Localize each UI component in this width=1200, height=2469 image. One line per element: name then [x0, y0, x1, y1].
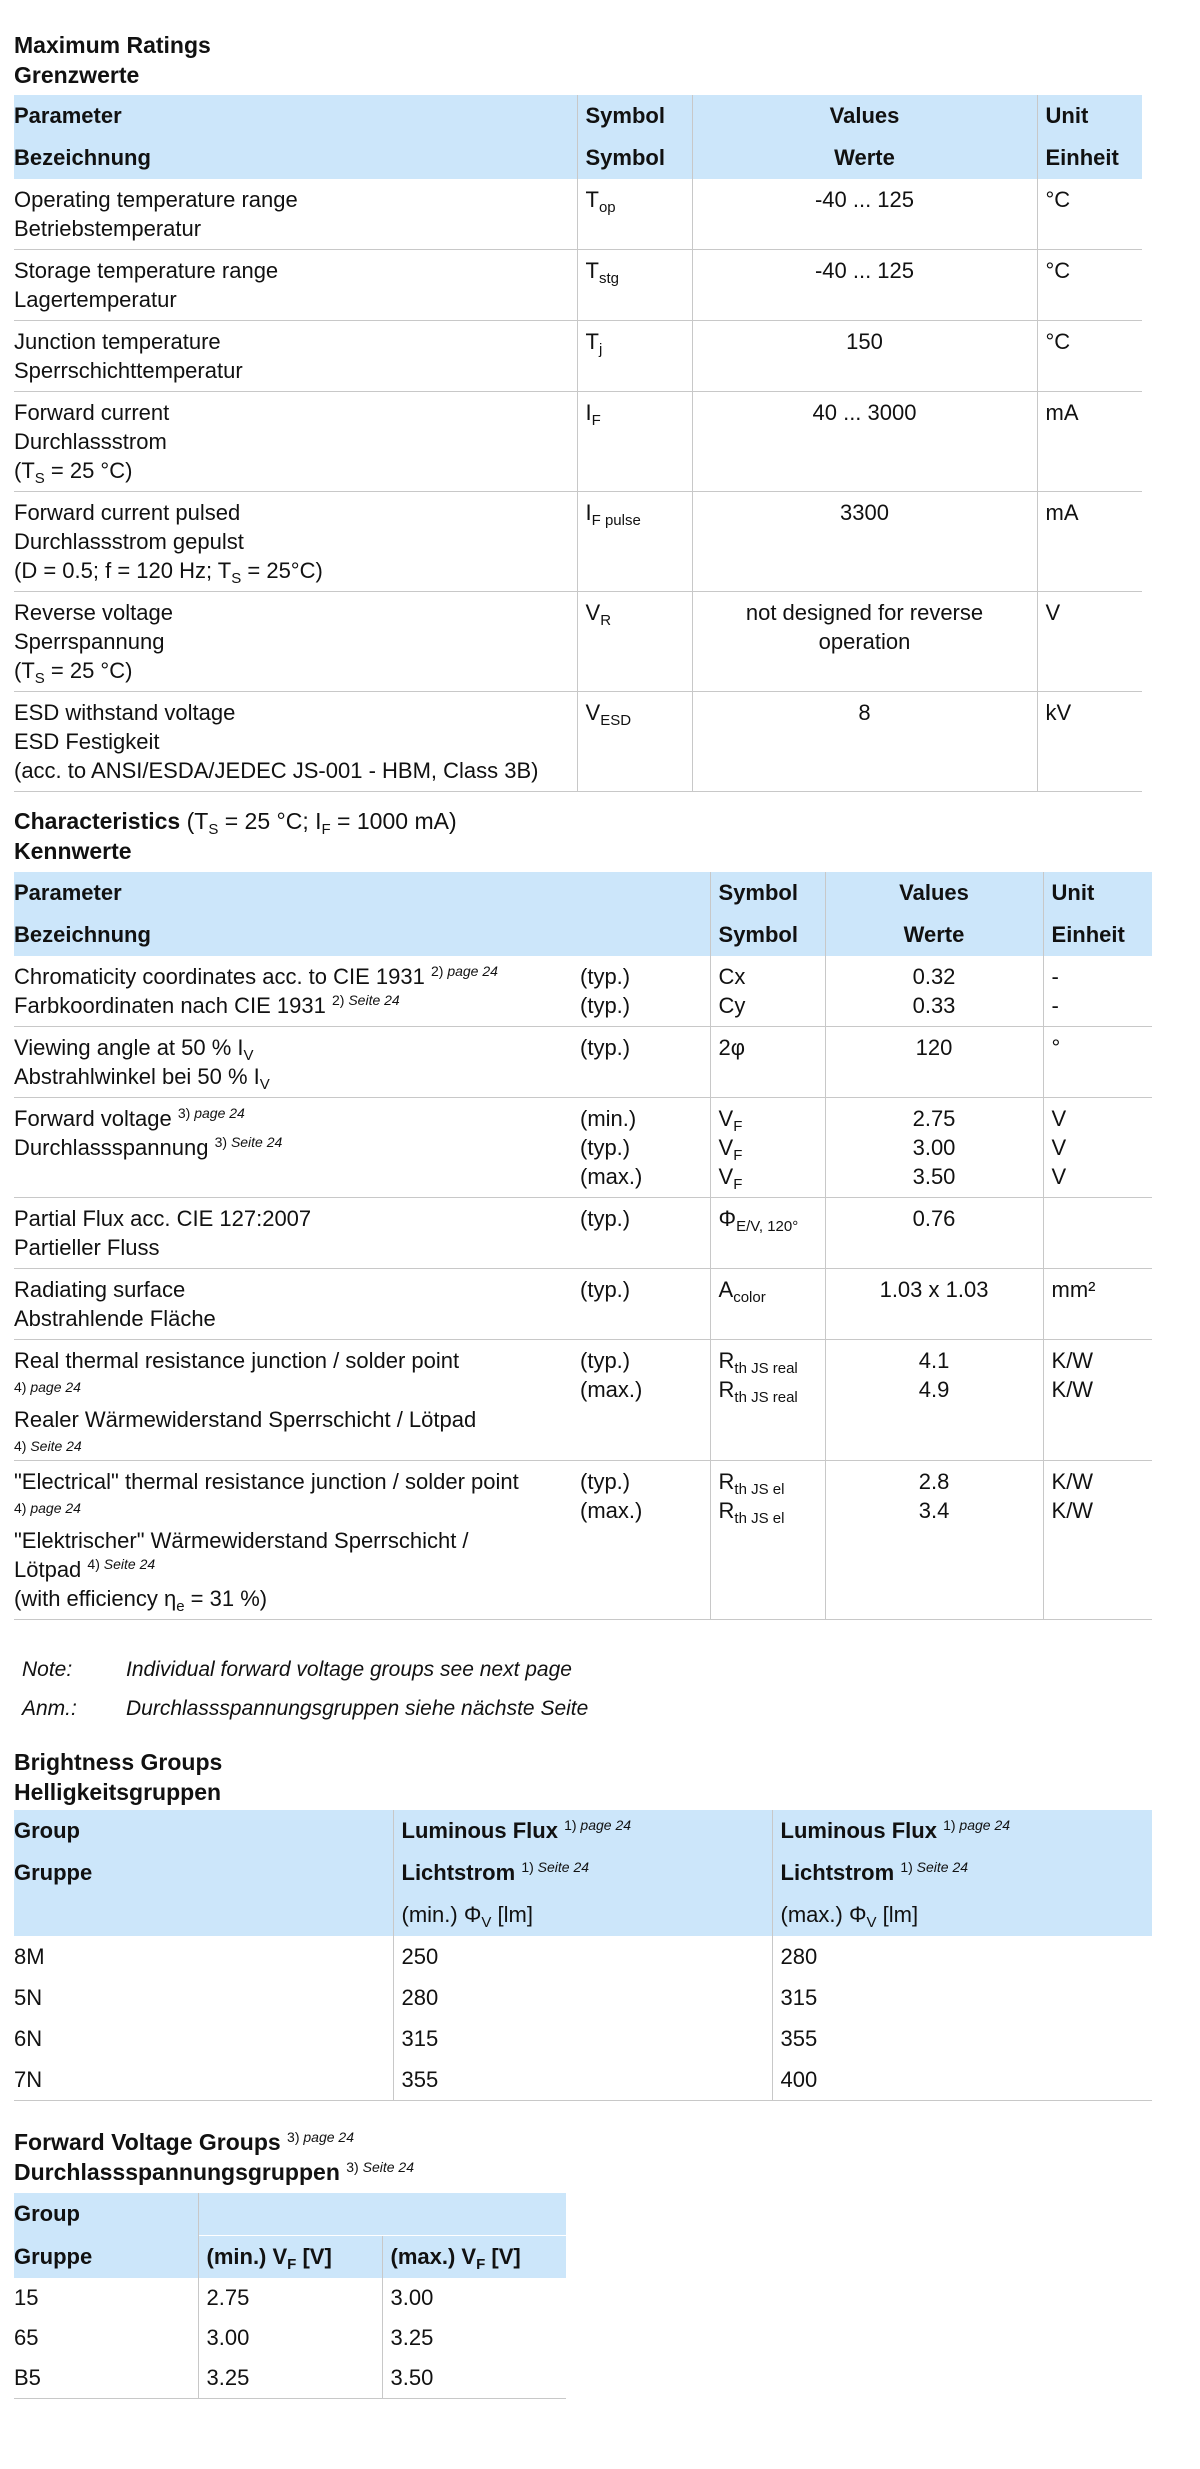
table-row: B5 3.25 3.50 — [14, 2358, 566, 2399]
table-row: 6N 315 355 — [14, 2018, 1152, 2059]
table-row: Partial Flux acc. CIE 127:2007 Partieller Fluss (typ.) $\Phi_{E/V, 120^\circ}$ 0.76 — [14, 1198, 1152, 1269]
header-row: Gruppe Lichtstrom $^{1) Seite 24}$ Lichtstrom $^{1) Seite 24}$ — [14, 1852, 1152, 1894]
table-row: 7N 355 400 — [14, 2059, 1152, 2101]
characteristics-title: Characteristics ($T_S = 25$ °C; $I_F = 1000$ mA) Kennwerte — [14, 808, 457, 864]
characteristics-table — [14, 872, 1152, 1620]
table-row: Operating temperature range Betriebstemperatur $T_{op}$ -40 ... 125 °C — [14, 179, 1142, 250]
header-row: (min.) $\Phi_V$ [lm] (max.) $\Phi_V$ [lm] — [14, 1894, 1152, 1936]
brightness-groups-table — [14, 1810, 1152, 2101]
table-row: Storage temperature range Lagertemperatur $T_{stg}$ -40 ... 125 °C — [14, 250, 1142, 321]
brightness-groups-title: Brightness Groups Helligkeitsgruppen — [14, 1749, 223, 1805]
table-row: Real thermal resistance junction / solder point 4) page 24 Realer Wärmewiderstand Sperrschicht / Lötpad 4) Seite 24 (typ.) (max.) $R_{th JS real}$ $R_{th JS real}$ 4.1 4.9 K/W K/W — [14, 1340, 1152, 1461]
header-row: Group Luminous Flux $^{1) page 24}$ Luminous Flux $^{1) page 24}$ — [14, 1810, 1152, 1852]
table-row: Junction temperature Sperrschichttemperatur $T_j$ 150 °C — [14, 321, 1142, 392]
table-row: 15 2.75 3.00 — [14, 2278, 566, 2318]
forward-voltage-groups-title: Forward Voltage Groups $^{3) page 24}$ Durchlassspannungsgruppen $^{3) Seite 24}$ — [14, 2129, 414, 2185]
table-row: Forward current Durchlassstrom ($T_S = 25$ °C) $I_F$ 40 ... 3000 mA — [14, 392, 1142, 492]
header-row: Parameter Symbol Values Unit — [14, 872, 1152, 914]
table-row: Chromaticity coordinates acc. to CIE 1931 $^{2) page 24}$ Farbkoordinaten nach CIE 1931 $^{2) Seite 24}$ (typ.) (typ.) Cx Cy 0.32 0.33 - - — [14, 956, 1152, 1027]
max-ratings-table — [14, 95, 1142, 792]
table-row: 8M 250 280 — [14, 1936, 1152, 1977]
table-row: Forward current pulsed Durchlassstrom gepulst (D = 0.5; f = 120 Hz; $T_S = 25^\circ C$) $I_{F pulse}$ 3300 mA — [14, 492, 1142, 592]
table-row: "Electrical" thermal resistance junction / solder point 4) page 24 "Elektrischer" Wärmewiderstand Sperrschicht / Lötpad $^{4) Seite 24}$ (with efficiency $\eta_e = 31$ %) (typ.) (max.) $R_{th JS el}$ $R_{th JS el}$ 2.8 3.4 K/W K/W — [14, 1461, 1152, 1620]
header-row: Gruppe (min.) $V_F$ [V] (max.) $V_F$ [V] — [14, 2236, 566, 2279]
header-row: Parameter Symbol Values Unit — [14, 95, 1142, 137]
table-row: Reverse voltage Sperrspannung ($T_S = 25$ °C) $V_R$ not designed for reverse operation V — [14, 592, 1142, 692]
max-ratings-title: Maximum Ratings Grenzwerte — [14, 32, 211, 88]
table-row: 5N 280 315 — [14, 1977, 1152, 2018]
header-row: Bezeichnung Symbol Werte Einheit — [14, 137, 1142, 179]
table-row: Radiating surface Abstrahlende Fläche (typ.) $A_{color}$ 1.03 x 1.03 mm² — [14, 1269, 1152, 1340]
table-row: ESD withstand voltage ESD Festigkeit (acc. to ANSI/ESDA/JEDEC JS-001 - HBM, Class 3B) $V_{ESD}$ 8 kV — [14, 692, 1142, 792]
table-row: Forward voltage $^{3) page 24}$ Durchlassspannung $^{3) Seite 24}$ (min.) (typ.) (max.) $V_F$ $V_F$ $V_F$ 2.75 3.00 3.50 V V V — [14, 1098, 1152, 1198]
forward-voltage-groups-table — [14, 2193, 566, 2399]
table-row: 65 3.00 3.25 — [14, 2318, 566, 2358]
note: Note: Individual forward voltage groups see next page Anm.: Durchlassspannungsgruppen siehe nächste Seite — [22, 1658, 589, 1720]
table-row: Viewing angle at 50 % $I_V$ Abstrahlwinkel bei 50 % $I_V$ (typ.) 2φ 120 ° — [14, 1027, 1152, 1098]
header-row: Bezeichnung Symbol Werte Einheit — [14, 914, 1152, 956]
header-row: Group — [14, 2193, 566, 2236]
